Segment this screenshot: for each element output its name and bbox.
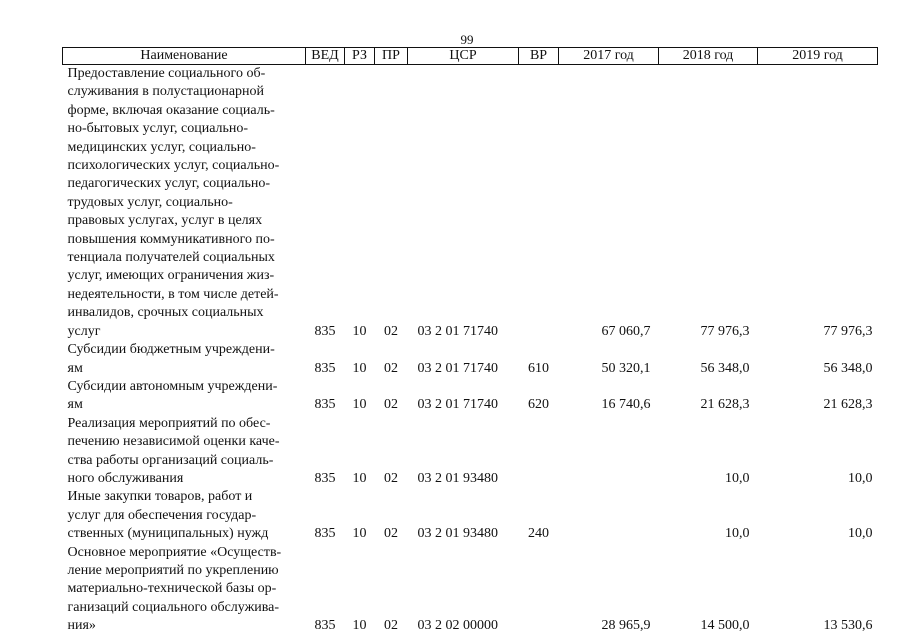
header-csr: ЦСР: [408, 48, 519, 65]
cell-ved: 835: [314, 526, 336, 542]
header-pr: ПР: [375, 48, 408, 65]
cell-pr: 02: [384, 360, 398, 376]
table-row: [63, 378, 878, 415]
cell-ved: 835: [314, 397, 336, 413]
header-name: Наименование: [63, 48, 306, 65]
cell-name: Субсидии автономным учреждени- ям: [67, 378, 278, 413]
header-2017: 2017 год: [559, 48, 659, 65]
cell-name: Иные закупки товаров, работ и услуг для обеспечения государ- ственных (муниципальных) нужд: [67, 489, 269, 542]
cell-pr: 02: [384, 470, 398, 486]
table-row: [63, 415, 878, 489]
cell-y2017: 16 740,6: [601, 397, 651, 413]
cell-y2017: [559, 415, 659, 489]
cell-y2018: 10,0: [725, 470, 750, 486]
table-row: [63, 544, 878, 636]
cell-csr: 03 2 01 71740: [417, 397, 498, 413]
header-2018: 2018 год: [659, 48, 758, 65]
cell-vr: [519, 65, 559, 342]
cell-y2018: 56 348,0: [700, 360, 750, 376]
cell-csr: 03 2 02 00000: [417, 618, 498, 634]
page-number: 99: [460, 32, 474, 47]
cell-pr: 02: [384, 397, 398, 413]
table-row: [63, 488, 878, 543]
cell-pr: 02: [384, 323, 398, 339]
cell-y2017: 50 320,1: [601, 360, 651, 376]
table-header-row: [63, 48, 878, 65]
cell-name: Основное мероприятие «Осуществ- ление мероприятий по укреплению материально-технической базы ор- ганизаций социального обслужива- ния»: [67, 544, 282, 634]
cell-ved: 835: [314, 470, 336, 486]
cell-name: Предоставление социального об- служивания в полустационарной форме, включая оказание социаль- но-бытовых услуг, социально- медицинских услуг, социально- психологических услуг, социально- педагогических услуг, социально- трудовых услуг, социально- правовых услугах, услуг в целях повышения коммуникативного по- тенциала получателей социальных услуг, имеющих ограничения жиз- недеятельности, в том числе детей- инвалидов, срочных социальных услуг: [67, 66, 280, 339]
cell-ved: 835: [314, 618, 336, 634]
cell-y2018: 77 976,3: [700, 323, 750, 339]
table-row: [63, 65, 878, 342]
header-rz: РЗ: [345, 48, 375, 65]
cell-csr: 03 2 01 93480: [417, 526, 498, 542]
cell-rz: 10: [352, 618, 367, 634]
cell-pr: 02: [384, 526, 398, 542]
cell-vr: [519, 415, 559, 489]
cell-vr: 610: [528, 360, 549, 376]
cell-pr: 02: [384, 618, 398, 634]
cell-y2019: 77 976,3: [823, 323, 873, 339]
cell-rz: 10: [352, 323, 367, 339]
cell-vr: 620: [528, 397, 549, 413]
cell-y2019: 10,0: [848, 526, 873, 542]
cell-y2017: 28 965,9: [601, 618, 651, 634]
cell-csr: 03 2 01 71740: [417, 323, 498, 339]
budget-table: [62, 47, 878, 636]
cell-name: Реализация мероприятий по обес- печению независимой оценки каче- ства работы организаций социаль- ного обслуживания: [67, 415, 280, 486]
cell-csr: 03 2 01 93480: [417, 470, 498, 486]
cell-name: Субсидии бюджетным учреждени- ям: [67, 342, 275, 376]
cell-y2019: 10,0: [848, 470, 873, 486]
cell-y2019: 13 530,6: [823, 618, 873, 634]
cell-y2019: 21 628,3: [823, 397, 873, 413]
cell-rz: 10: [352, 470, 367, 486]
cell-vr: [519, 544, 559, 636]
cell-ved: 835: [314, 323, 336, 339]
cell-y2017: 67 060,7: [601, 323, 651, 339]
cell-vr: 240: [528, 526, 549, 542]
cell-rz: 10: [352, 360, 367, 376]
cell-rz: 10: [352, 397, 367, 413]
table-body: [63, 65, 878, 636]
cell-csr: 03 2 01 71740: [417, 360, 498, 376]
cell-y2018: 10,0: [725, 526, 750, 542]
cell-y2019: 56 348,0: [823, 360, 873, 376]
cell-y2017: [559, 488, 659, 543]
header-2019: 2019 год: [758, 48, 878, 65]
cell-ved: 835: [314, 360, 336, 376]
cell-y2018: 14 500,0: [700, 618, 750, 634]
header-ved: ВЕД: [306, 48, 345, 65]
cell-y2018: 21 628,3: [700, 397, 750, 413]
table-row: [63, 341, 878, 378]
cell-rz: 10: [352, 526, 367, 542]
header-vr: ВР: [519, 48, 559, 65]
